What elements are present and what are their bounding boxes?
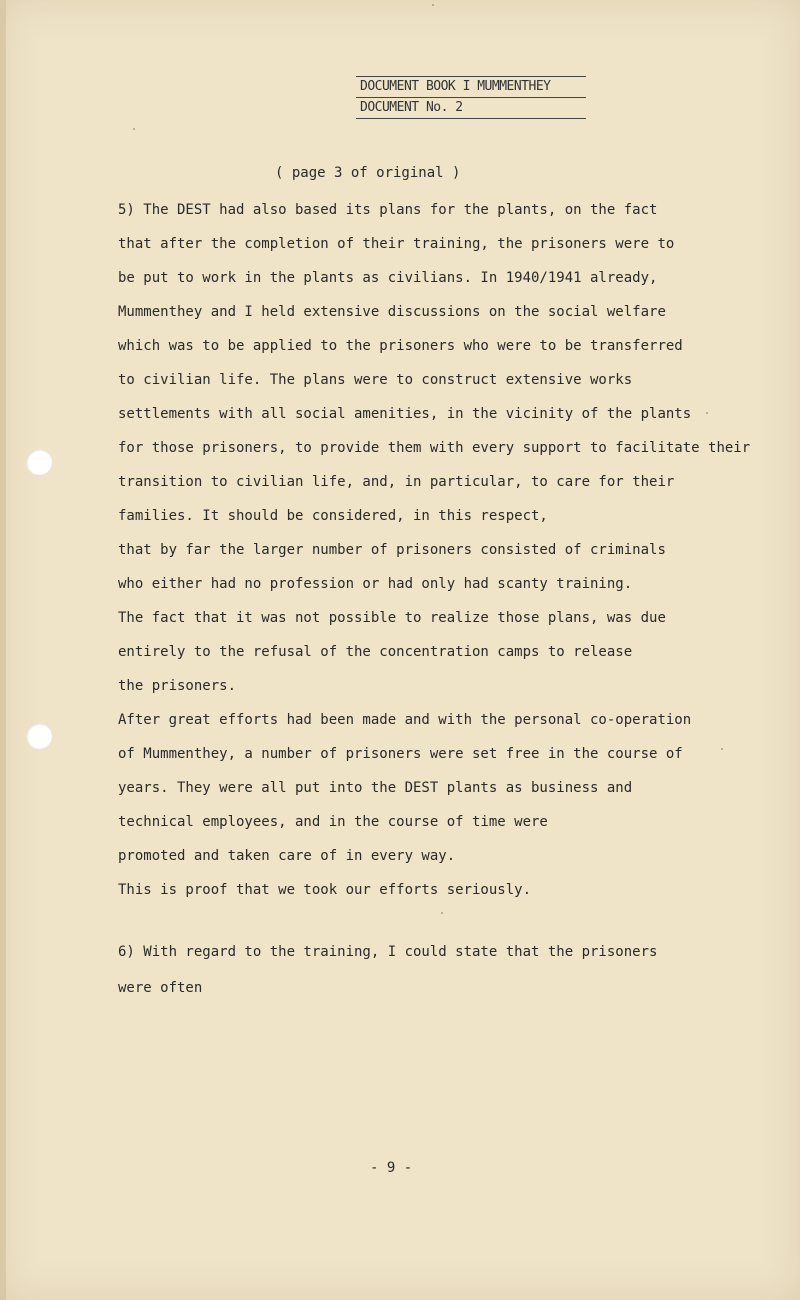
text-line: who either had no profession or had only had scanty training. bbox=[118, 576, 633, 592]
paper-speck bbox=[432, 4, 434, 6]
text-line: 5) The DEST had also based its plans for the plants, on the fact bbox=[118, 202, 658, 218]
document-header bbox=[356, 76, 586, 119]
text-line: years. They were all put into the DEST plants as business and bbox=[118, 780, 633, 796]
paper-speck bbox=[721, 748, 723, 750]
text-line: promoted and taken care of in every way. bbox=[118, 848, 456, 864]
paragraph-5 bbox=[118, 198, 778, 912]
paragraph-6 bbox=[118, 940, 778, 1012]
text-line: that after the completion of their training, the prisoners were to bbox=[118, 236, 675, 252]
punch-hole-bottom bbox=[26, 723, 52, 749]
text-line: be put to work in the plants as civilians. In 1940/1941 already, bbox=[118, 270, 658, 286]
paper-speck bbox=[133, 128, 135, 130]
text-line: that by far the larger number of prisoners consisted of criminals bbox=[118, 542, 666, 558]
text-line: technical employees, and in the course of time were bbox=[118, 814, 548, 830]
text-line: settlements with all social amenities, in the vicinity of the plants bbox=[118, 406, 692, 422]
text-line: families. It should be considered, in this respect, bbox=[118, 508, 548, 524]
header-document-number: DOCUMENT No. 2 bbox=[356, 98, 586, 119]
paper-speck bbox=[441, 912, 443, 914]
paper-edge bbox=[0, 0, 6, 1300]
page-number: - 9 - bbox=[370, 1160, 413, 1176]
text-line: 6) With regard to the training, I could state that the prisoners bbox=[118, 944, 658, 960]
paper-speck bbox=[706, 412, 708, 414]
text-line: transition to civilian life, and, in particular, to care for their bbox=[118, 474, 675, 490]
text-line: were often bbox=[118, 980, 203, 996]
text-line: After great efforts had been made and with the personal co-operation bbox=[118, 712, 692, 728]
text-line: entirely to the refusal of the concentration camps to release bbox=[118, 644, 633, 660]
text-line: for those prisoners, to provide them with every support to facilitate their bbox=[118, 440, 751, 456]
header-book-line: DOCUMENT BOOK I MUMMENTHEY bbox=[356, 76, 586, 98]
punch-hole-top bbox=[26, 449, 52, 475]
text-line: the prisoners. bbox=[118, 678, 237, 694]
text-line: to civilian life. The plans were to construct extensive works bbox=[118, 372, 633, 388]
text-line: The fact that it was not possible to realize those plans, was due bbox=[118, 610, 666, 626]
text-line: which was to be applied to the prisoners who were to be transferred bbox=[118, 338, 683, 354]
original-page-reference: ( page 3 of original ) bbox=[275, 165, 461, 181]
text-line: of Mummenthey, a number of prisoners were set free in the course of bbox=[118, 746, 683, 762]
text-line: Mummenthey and I held extensive discussions on the social welfare bbox=[118, 304, 666, 320]
text-line: This is proof that we took our efforts seriously. bbox=[118, 882, 532, 898]
